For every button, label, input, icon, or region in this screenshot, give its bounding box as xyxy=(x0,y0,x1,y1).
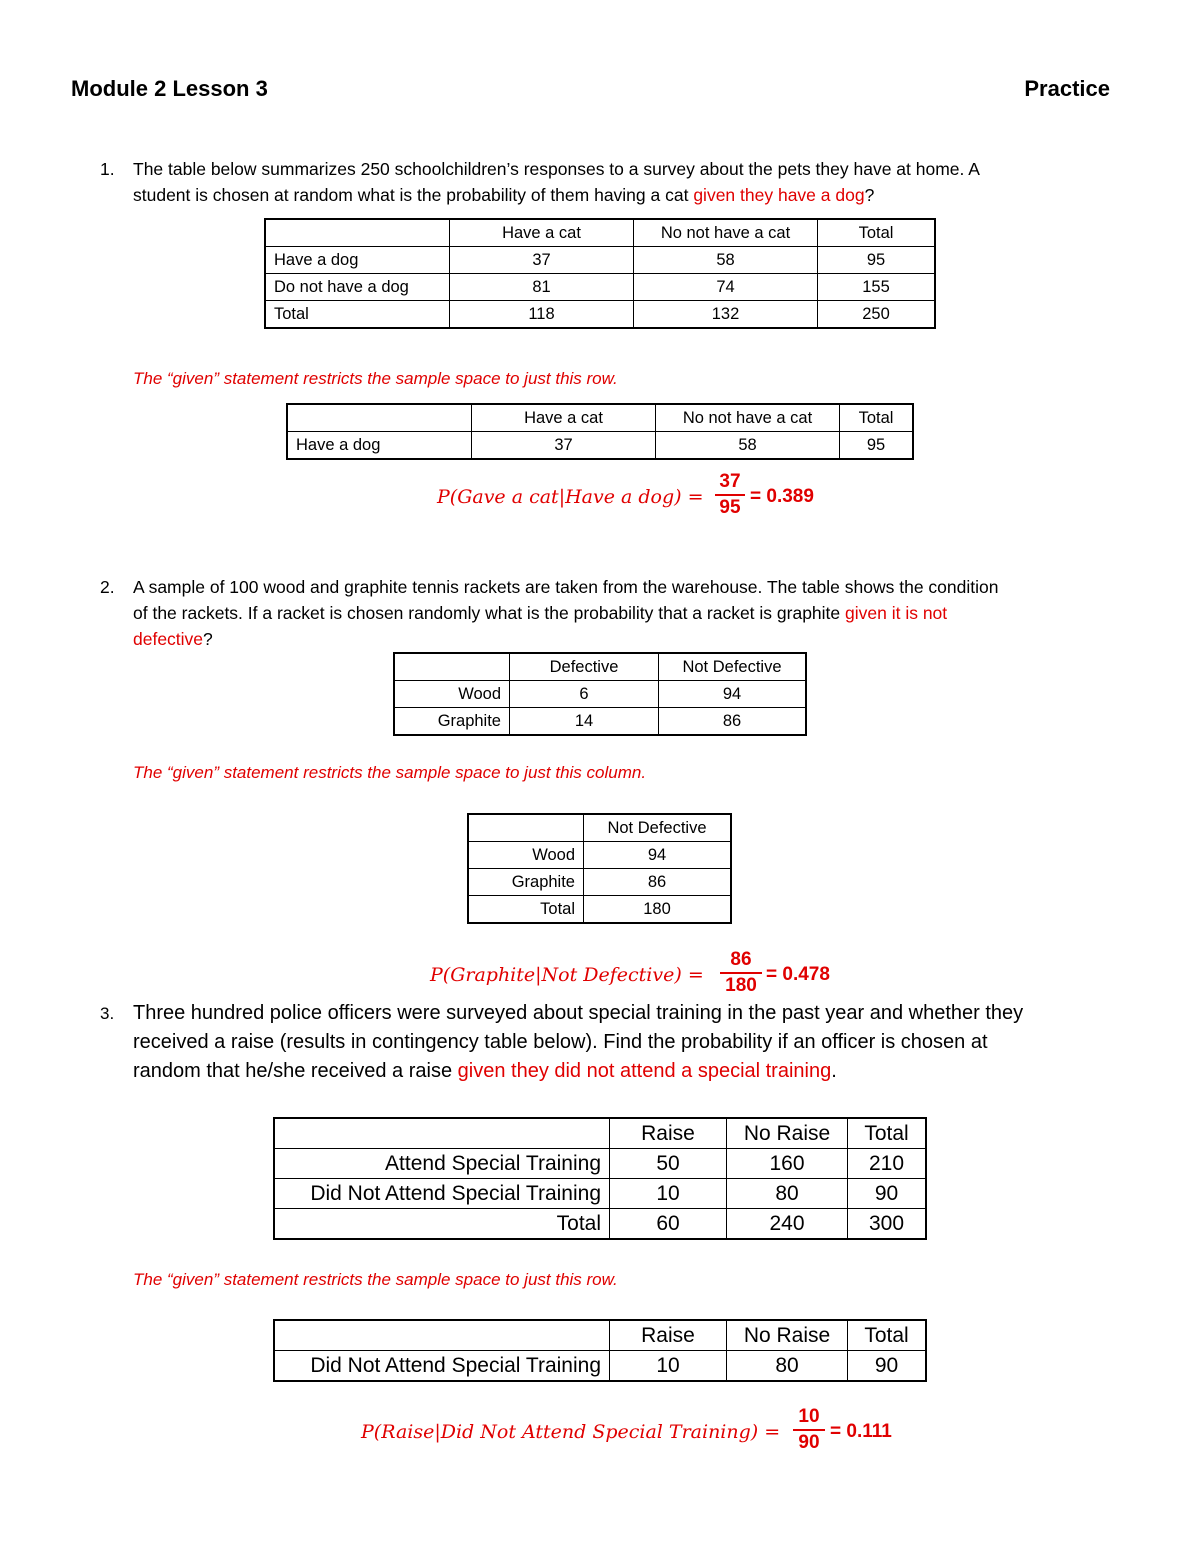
table-cell: 160 xyxy=(727,1149,848,1179)
question-number: 2. xyxy=(100,577,115,597)
table-row xyxy=(274,1209,926,1240)
table-header-row xyxy=(274,1320,926,1351)
table-cell: 10 xyxy=(610,1179,727,1209)
question-1 xyxy=(100,156,1120,216)
table-cell: 250 xyxy=(818,301,936,329)
table-cell: Did Not Attend Special Training xyxy=(274,1351,610,1382)
table-cell: Did Not Attend Special Training xyxy=(274,1179,610,1209)
table-row xyxy=(265,247,935,274)
table-cell: 37 xyxy=(450,247,634,274)
pets-subtable xyxy=(286,403,914,460)
formula-result: = 0.478 xyxy=(766,964,830,985)
table-row xyxy=(468,842,731,869)
table-row xyxy=(287,432,913,460)
table-header-row xyxy=(468,814,731,842)
table-cell: No not have a cat xyxy=(656,404,840,432)
fraction: $\frac{37}{95}$ xyxy=(715,470,745,520)
table-cell: 86 xyxy=(584,869,732,896)
table-cell: 118 xyxy=(450,301,634,329)
rackets-table xyxy=(393,652,807,736)
question-text-line3: defective? xyxy=(133,629,213,649)
table-cell: Raise xyxy=(610,1320,727,1351)
table-cell xyxy=(274,1320,610,1351)
question-text-line1: The table below summarizes 250 schoolchildren’s responses to a survey about the pets they have at home. A xyxy=(133,159,980,179)
table-header-cell xyxy=(265,219,450,247)
table-header-cell: Have a cat xyxy=(450,219,634,247)
table-cell: 50 xyxy=(610,1149,727,1179)
rackets-subtable xyxy=(467,813,732,924)
table-cell: 10 xyxy=(610,1351,727,1382)
table-row xyxy=(468,896,731,924)
table-header-cell: No not have a cat xyxy=(634,219,818,247)
table-header-row xyxy=(274,1118,926,1149)
given-phrase: given they did not attend a special training xyxy=(457,1060,832,1082)
question-text-line3: random that he/she received a raise given they did not attend a special training. xyxy=(133,1060,837,1082)
table-cell: Total xyxy=(848,1118,927,1149)
table-cell: 94 xyxy=(659,681,807,708)
question-text-line2: received a raise (results in contingency table below). Find the probability if an officer is chosen at xyxy=(133,1031,988,1053)
practice-label: Practice xyxy=(1024,76,1110,101)
table-cell: 74 xyxy=(634,274,818,301)
table-cell: 155 xyxy=(818,274,936,301)
formula-lhs: P(Gave a cat|Have a dog) = xyxy=(437,486,704,508)
given-note: The “given” statement restricts the sample space to just this row. xyxy=(133,1270,618,1289)
table-row xyxy=(468,869,731,896)
table-cell: 90 xyxy=(848,1179,927,1209)
table-cell: Raise xyxy=(610,1118,727,1149)
fraction: $\frac{10}{90}$ xyxy=(793,1405,825,1455)
table-cell: 80 xyxy=(727,1351,848,1382)
table-cell: Total xyxy=(468,896,584,924)
table-cell: Have a cat xyxy=(472,404,656,432)
table-row xyxy=(394,708,806,736)
question-number: 1. xyxy=(100,159,115,179)
table-header-row xyxy=(287,404,913,432)
table-cell: Do not have a dog xyxy=(265,274,450,301)
table-cell: 90 xyxy=(848,1351,927,1382)
table-cell: 240 xyxy=(727,1209,848,1240)
table-row xyxy=(265,301,935,329)
table-cell: 94 xyxy=(584,842,732,869)
table-cell: 95 xyxy=(818,247,936,274)
question-3 xyxy=(100,999,1130,1089)
table-row xyxy=(265,274,935,301)
formula-result: = 0.389 xyxy=(750,486,814,507)
question-text-line2: student is chosen at random what is the probability of them having a cat given they have a dog? xyxy=(133,185,875,205)
formula-lhs: P(Raise|Did Not Attend Special Training) = xyxy=(361,1421,781,1443)
table-cell: Graphite xyxy=(394,708,510,736)
table-cell: 81 xyxy=(450,274,634,301)
question-number: 3. xyxy=(100,1004,115,1023)
formula-result: = 0.111 xyxy=(830,1421,892,1442)
table-cell: 210 xyxy=(848,1149,927,1179)
training-subtable xyxy=(273,1319,927,1382)
table-cell: 60 xyxy=(610,1209,727,1240)
formula-lhs: P(Graphite|Not Defective) = xyxy=(430,964,704,986)
table-cell: Total xyxy=(848,1320,927,1351)
table-cell xyxy=(287,404,472,432)
table-header-cell: Total xyxy=(818,219,936,247)
given-phrase: given it is not xyxy=(845,603,948,623)
table-cell: Attend Special Training xyxy=(274,1149,610,1179)
question-text-line1: Three hundred police officers were surveyed about special training in the past year and whether they xyxy=(133,1002,1024,1024)
table-cell: 14 xyxy=(510,708,659,736)
training-table xyxy=(273,1117,927,1240)
table-cell: Not Defective xyxy=(584,814,732,842)
table-cell: Total xyxy=(274,1209,610,1240)
table-cell: 58 xyxy=(634,247,818,274)
table-cell: Have a dog xyxy=(287,432,472,460)
table-cell: Have a dog xyxy=(265,247,450,274)
table-cell: 80 xyxy=(727,1179,848,1209)
table-cell: No Raise xyxy=(727,1118,848,1149)
fraction: $\frac{86}{180}$ xyxy=(720,948,762,998)
table-cell xyxy=(274,1118,610,1149)
table-cell: 37 xyxy=(472,432,656,460)
given-note: The “given” statement restricts the sample space to just this row. xyxy=(133,369,618,388)
table-row xyxy=(274,1149,926,1179)
question-2 xyxy=(100,574,1130,654)
table-cell: 95 xyxy=(840,432,914,460)
question-text-line2: of the rackets. If a racket is chosen randomly what is the probability that a racket is graphite given it is not xyxy=(133,603,948,623)
table-cell: 180 xyxy=(584,896,732,924)
table-cell: Wood xyxy=(394,681,510,708)
table-cell: Not Defective xyxy=(659,653,807,681)
table-row xyxy=(274,1179,926,1209)
table-cell: 6 xyxy=(510,681,659,708)
page-title: Module 2 Lesson 3 xyxy=(71,76,268,101)
table-row xyxy=(274,1351,926,1382)
table-cell xyxy=(468,814,584,842)
table-row xyxy=(394,681,806,708)
table-header-row xyxy=(265,219,935,247)
table-cell xyxy=(394,653,510,681)
table-cell: No Raise xyxy=(727,1320,848,1351)
table-cell: Total xyxy=(265,301,450,329)
table-cell: Wood xyxy=(468,842,584,869)
given-note: The “given” statement restricts the sample space to just this column. xyxy=(133,763,647,782)
table-header-row xyxy=(394,653,806,681)
table-cell: 86 xyxy=(659,708,807,736)
given-phrase: given they have a dog xyxy=(693,185,865,205)
table-cell: Defective xyxy=(510,653,659,681)
table-cell: 58 xyxy=(656,432,840,460)
table-cell: 300 xyxy=(848,1209,927,1240)
table-cell: 132 xyxy=(634,301,818,329)
table-cell: Graphite xyxy=(468,869,584,896)
pets-table xyxy=(264,218,936,329)
question-text-line1: A sample of 100 wood and graphite tennis rackets are taken from the warehouse. The table shows the condition xyxy=(133,577,999,597)
table-cell: Total xyxy=(840,404,914,432)
